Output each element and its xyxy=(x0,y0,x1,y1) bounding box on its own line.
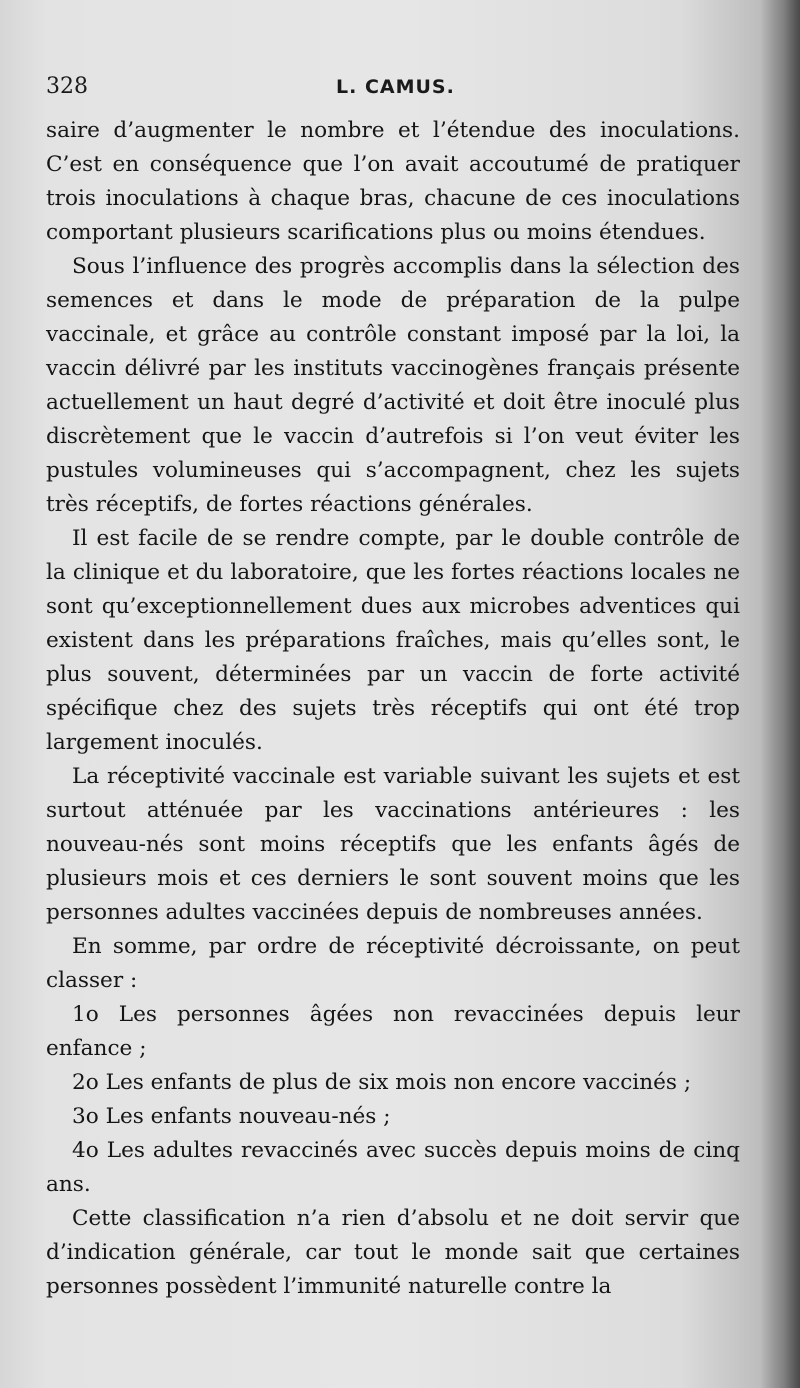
list-item-3: 3o Les enfants nouveau-nés ; xyxy=(72,1104,391,1129)
paragraph-5: En somme, par ordre de réceptivité décroissante, on peut classer : xyxy=(46,934,740,993)
list-item-1: 1o Les personnes âgées non revaccinées depuis leur enfance ; xyxy=(46,1002,740,1061)
body-text xyxy=(46,114,740,1304)
page-number: 328 xyxy=(46,74,88,99)
running-header xyxy=(46,74,746,106)
running-title: L. CAMUS. xyxy=(336,76,455,98)
list-item-2: 2o Les enfants de plus de six mois non encore vaccinés ; xyxy=(72,1070,692,1095)
page-gutter-shadow xyxy=(760,0,800,1388)
paragraph-3: Il est facile de se rendre compte, par le double contrôle de la clinique et du laboratoire, que les fortes réactions locales ne sont qu’exceptionnellement dues aux microbes adventices qui existent dans les préparations fraîches, mais qu’elles sont, le plus souvent, déterminées par un vaccin de forte activité spécifique chez des sujets très réceptifs qui ont été trop largement inoculés. xyxy=(46,526,740,755)
paragraph-1: saire d’augmenter le nombre et l’étendue des inoculations. C’est en conséquence que l’on avait accoutumé de pratiquer trois inoculations à chaque bras, chacune de ces inoculations comportant plusieurs scarifications plus ou moins étendues. xyxy=(46,118,740,245)
paragraph-6: Cette classification n’a rien d’absolu et ne doit servir que d’indication générale, car tout le monde sait que certaines personnes possèdent l’immunité naturelle contre la xyxy=(46,1206,740,1299)
paragraph-2: Sous l’influence des progrès accomplis dans la sélection des semences et dans le mode de préparation de la pulpe vaccinale, et grâce au contrôle constant imposé par la loi, la vaccin délivré par les instituts vaccinogènes français présente actuellement un haut degré d’activité et doit être inoculé plus discrètement que le vaccin d’autrefois si l’on veut éviter les pustules volumineuses qui s’accompagnent, chez les sujets très réceptifs, de fortes réactions générales. xyxy=(46,254,740,517)
paragraph-4: La réceptivité vaccinale est variable suivant les sujets et est surtout atténuée par les vaccinations antérieures : les nouveau-nés sont moins réceptifs que les enfants âgés de plusieurs mois et ces derniers le sont souvent moins que les personnes adultes vaccinées depuis de nombreuses années. xyxy=(46,764,740,925)
list-item-4: 4o Les adultes revaccinés avec succès depuis moins de cinq ans. xyxy=(46,1138,740,1197)
